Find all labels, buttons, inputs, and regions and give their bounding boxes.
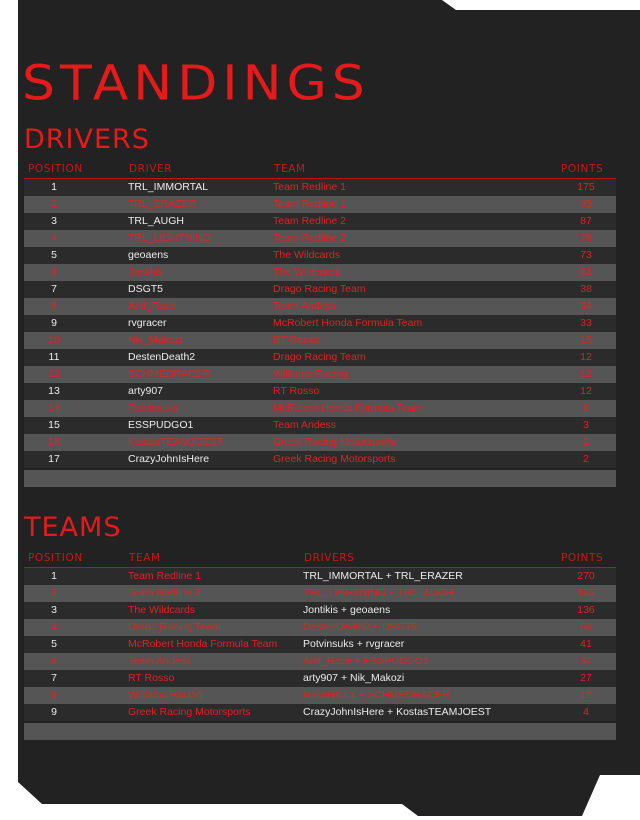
driver-cell: geoaens xyxy=(128,249,169,261)
table-row xyxy=(24,349,616,366)
driver-cell: CrazyJohnIsHere xyxy=(128,453,210,465)
header-driver: DRIVER xyxy=(129,163,173,175)
drivers-cell: TRL_LIGHTNING + TRL_AUGH xyxy=(303,587,454,599)
points-cell: 3 xyxy=(583,419,589,431)
table-row xyxy=(24,213,616,230)
position-cell: 4 xyxy=(51,621,57,633)
team-cell: Williams Racing xyxy=(128,689,203,701)
driver-cell: TRL_AUGH xyxy=(128,215,185,227)
points-cell: 33 xyxy=(580,317,592,329)
drivers-cell: CrazyJohnIsHere + KostasTEAMJOEST xyxy=(303,706,492,718)
position-cell: 4 xyxy=(51,232,57,244)
position-cell: 14 xyxy=(48,402,60,414)
position-cell: 7 xyxy=(51,672,57,684)
teams-section-title: TEAMS xyxy=(24,512,122,543)
points-cell: 34 xyxy=(580,300,592,312)
position-cell: 8 xyxy=(51,300,57,312)
position-cell: 6 xyxy=(51,655,57,667)
table-row xyxy=(24,619,616,636)
points-cell: 95 xyxy=(580,198,592,210)
header-position: POSITION xyxy=(28,552,83,564)
table-row xyxy=(24,400,616,417)
position-cell: 2 xyxy=(51,587,57,599)
table-row xyxy=(24,602,616,619)
points-cell: 15 xyxy=(580,334,592,346)
team-cell: Williams Racing xyxy=(273,368,348,380)
header-team: TEAM xyxy=(274,163,306,175)
table-row xyxy=(24,298,616,315)
table-footer-row xyxy=(24,470,616,487)
team-cell: Drago Racing Team xyxy=(273,351,366,363)
driver-cell: KostasTEAMJOEST xyxy=(128,436,224,448)
driver-cell: Nik_Makozi xyxy=(128,334,183,346)
team-cell: RT Rosso xyxy=(273,334,320,346)
drivers-standings-table xyxy=(24,160,616,487)
position-cell: 8 xyxy=(51,689,57,701)
position-cell: 2 xyxy=(51,198,57,210)
points-cell: 2 xyxy=(583,453,589,465)
team-cell: The Wildcards xyxy=(128,604,196,616)
position-cell: 1 xyxy=(51,181,57,193)
table-row xyxy=(24,585,616,602)
drivers-cell: Potvinsuks + rvgracer xyxy=(303,638,405,650)
points-cell: 8 xyxy=(583,402,589,414)
points-cell: 12 xyxy=(580,368,592,380)
team-cell: McRobert Honda Formula Team xyxy=(273,317,423,329)
table-row xyxy=(24,670,616,687)
table-row xyxy=(24,687,616,704)
driver-cell: DestenDeath2 xyxy=(128,351,196,363)
table-row xyxy=(24,179,616,196)
header-team: TEAM xyxy=(129,552,161,564)
driver-cell: SCHMEDRACER xyxy=(128,368,211,380)
table-row xyxy=(24,247,616,264)
team-cell: McRobert Honda Formula Team xyxy=(273,402,423,414)
drivers-cell: DestenDeath2 + DSGT5 xyxy=(303,621,418,633)
points-cell: 270 xyxy=(577,570,595,582)
teams-table-body xyxy=(24,568,616,740)
header-position: POSITION xyxy=(28,163,83,175)
table-row xyxy=(24,264,616,281)
drivers-cell: arty907 + Nik_Makozi xyxy=(303,672,405,684)
points-cell: 73 xyxy=(580,249,592,261)
driver-cell: TRL_IMMORTAL xyxy=(128,181,209,193)
team-cell: Team Redline 1 xyxy=(273,198,346,210)
table-row xyxy=(24,230,616,247)
position-cell: 9 xyxy=(51,317,57,329)
table-row xyxy=(24,568,616,585)
table-row xyxy=(24,417,616,434)
drivers-section-title: DRIVERS xyxy=(24,124,150,155)
table-row xyxy=(24,315,616,332)
team-cell: McRobert Honda Formula Team xyxy=(128,638,278,650)
position-cell: 15 xyxy=(48,419,60,431)
driver-cell: Potvinsuks xyxy=(128,402,179,414)
driver-cell: rvgracer xyxy=(128,317,167,329)
team-cell: Team Andess xyxy=(128,655,192,667)
team-cell: Greek Racing Motorsports xyxy=(273,436,396,448)
points-cell: 78 xyxy=(580,232,592,244)
drivers-cell: Jontikis + geoaens xyxy=(303,604,391,616)
position-cell: 3 xyxy=(51,215,57,227)
header-points: POINTS xyxy=(561,552,604,564)
points-cell: 27 xyxy=(580,672,592,684)
team-cell: Team Redline 1 xyxy=(273,181,346,193)
header-drivers: DRIVERS xyxy=(304,552,355,564)
driver-cell: TRL_LIGHTNING xyxy=(128,232,211,244)
position-cell: 7 xyxy=(51,283,57,295)
position-cell: 13 xyxy=(48,385,60,397)
team-cell: Team Redline 2 xyxy=(128,587,201,599)
teams-table-header xyxy=(24,549,616,568)
points-cell: 50 xyxy=(580,621,592,633)
table-row xyxy=(24,366,616,383)
drivers-cell: Anit_Race + ESSPUDGO1 xyxy=(303,655,429,667)
position-cell: 10 xyxy=(48,334,60,346)
table-row xyxy=(24,704,616,721)
team-cell: RT Rosso xyxy=(128,672,175,684)
driver-cell: arty907 xyxy=(128,385,164,397)
table-row xyxy=(24,196,616,213)
driver-cell: DSGT5 xyxy=(128,283,164,295)
table-row xyxy=(24,383,616,400)
points-cell: 136 xyxy=(577,604,595,616)
position-cell: 16 xyxy=(48,436,60,448)
driver-cell: Jontikis xyxy=(128,266,164,278)
position-cell: 12 xyxy=(48,368,60,380)
table-row xyxy=(24,653,616,670)
points-cell: 12 xyxy=(580,689,592,701)
position-cell: 3 xyxy=(51,604,57,616)
position-cell: 5 xyxy=(51,638,57,650)
points-cell: 12 xyxy=(580,351,592,363)
points-cell: 2 xyxy=(583,436,589,448)
points-cell: 4 xyxy=(583,706,589,718)
position-cell: 17 xyxy=(48,453,60,465)
driver-cell: Anit_Race xyxy=(128,300,177,312)
position-cell: 1 xyxy=(51,570,57,582)
points-cell: 38 xyxy=(580,283,592,295)
drivers-cell: RacerBLL1 + SCHMEDRACER xyxy=(303,689,450,701)
table-row xyxy=(24,636,616,653)
table-footer-row xyxy=(24,723,616,740)
position-cell: 11 xyxy=(48,351,60,363)
table-row xyxy=(24,281,616,298)
points-cell: 41 xyxy=(580,638,592,650)
points-cell: 37 xyxy=(580,655,592,667)
driver-cell: ESSPUDGO1 xyxy=(128,419,194,431)
page-title: STANDINGS xyxy=(22,56,370,112)
drivers-table-header xyxy=(24,160,616,179)
points-cell: 12 xyxy=(580,385,592,397)
header-points: POINTS xyxy=(561,163,604,175)
table-row xyxy=(24,434,616,451)
team-cell: Team Redline 1 xyxy=(128,570,201,582)
team-cell: Team Redline 2 xyxy=(273,232,346,244)
drivers-cell: TRL_IMMORTAL + TRL_ERAZER xyxy=(303,570,463,582)
team-cell: Drago Racing Team xyxy=(128,621,221,633)
position-cell: 6 xyxy=(51,266,57,278)
team-cell: The Wildcards xyxy=(273,249,341,261)
table-row xyxy=(24,451,616,468)
team-cell: Team Andess xyxy=(273,300,337,312)
team-cell: Greek Racing Motorsports xyxy=(273,453,396,465)
points-cell: 87 xyxy=(580,215,592,227)
team-cell: Drago Racing Team xyxy=(273,283,366,295)
team-cell: RT Rosso xyxy=(273,385,320,397)
team-cell: The Wildcards xyxy=(273,266,341,278)
driver-cell: TRL_ERAZER xyxy=(128,198,197,210)
drivers-table-body xyxy=(24,179,616,487)
team-cell: Team Andess xyxy=(273,419,337,431)
position-cell: 9 xyxy=(51,706,57,718)
points-cell: 63 xyxy=(580,266,592,278)
team-cell: Greek Racing Motorsports xyxy=(128,706,251,718)
position-cell: 5 xyxy=(51,249,57,261)
teams-standings-table xyxy=(24,549,616,740)
team-cell: Team Redline 2 xyxy=(273,215,346,227)
table-row xyxy=(24,332,616,349)
points-cell: 175 xyxy=(577,181,595,193)
points-cell: 165 xyxy=(577,587,595,599)
